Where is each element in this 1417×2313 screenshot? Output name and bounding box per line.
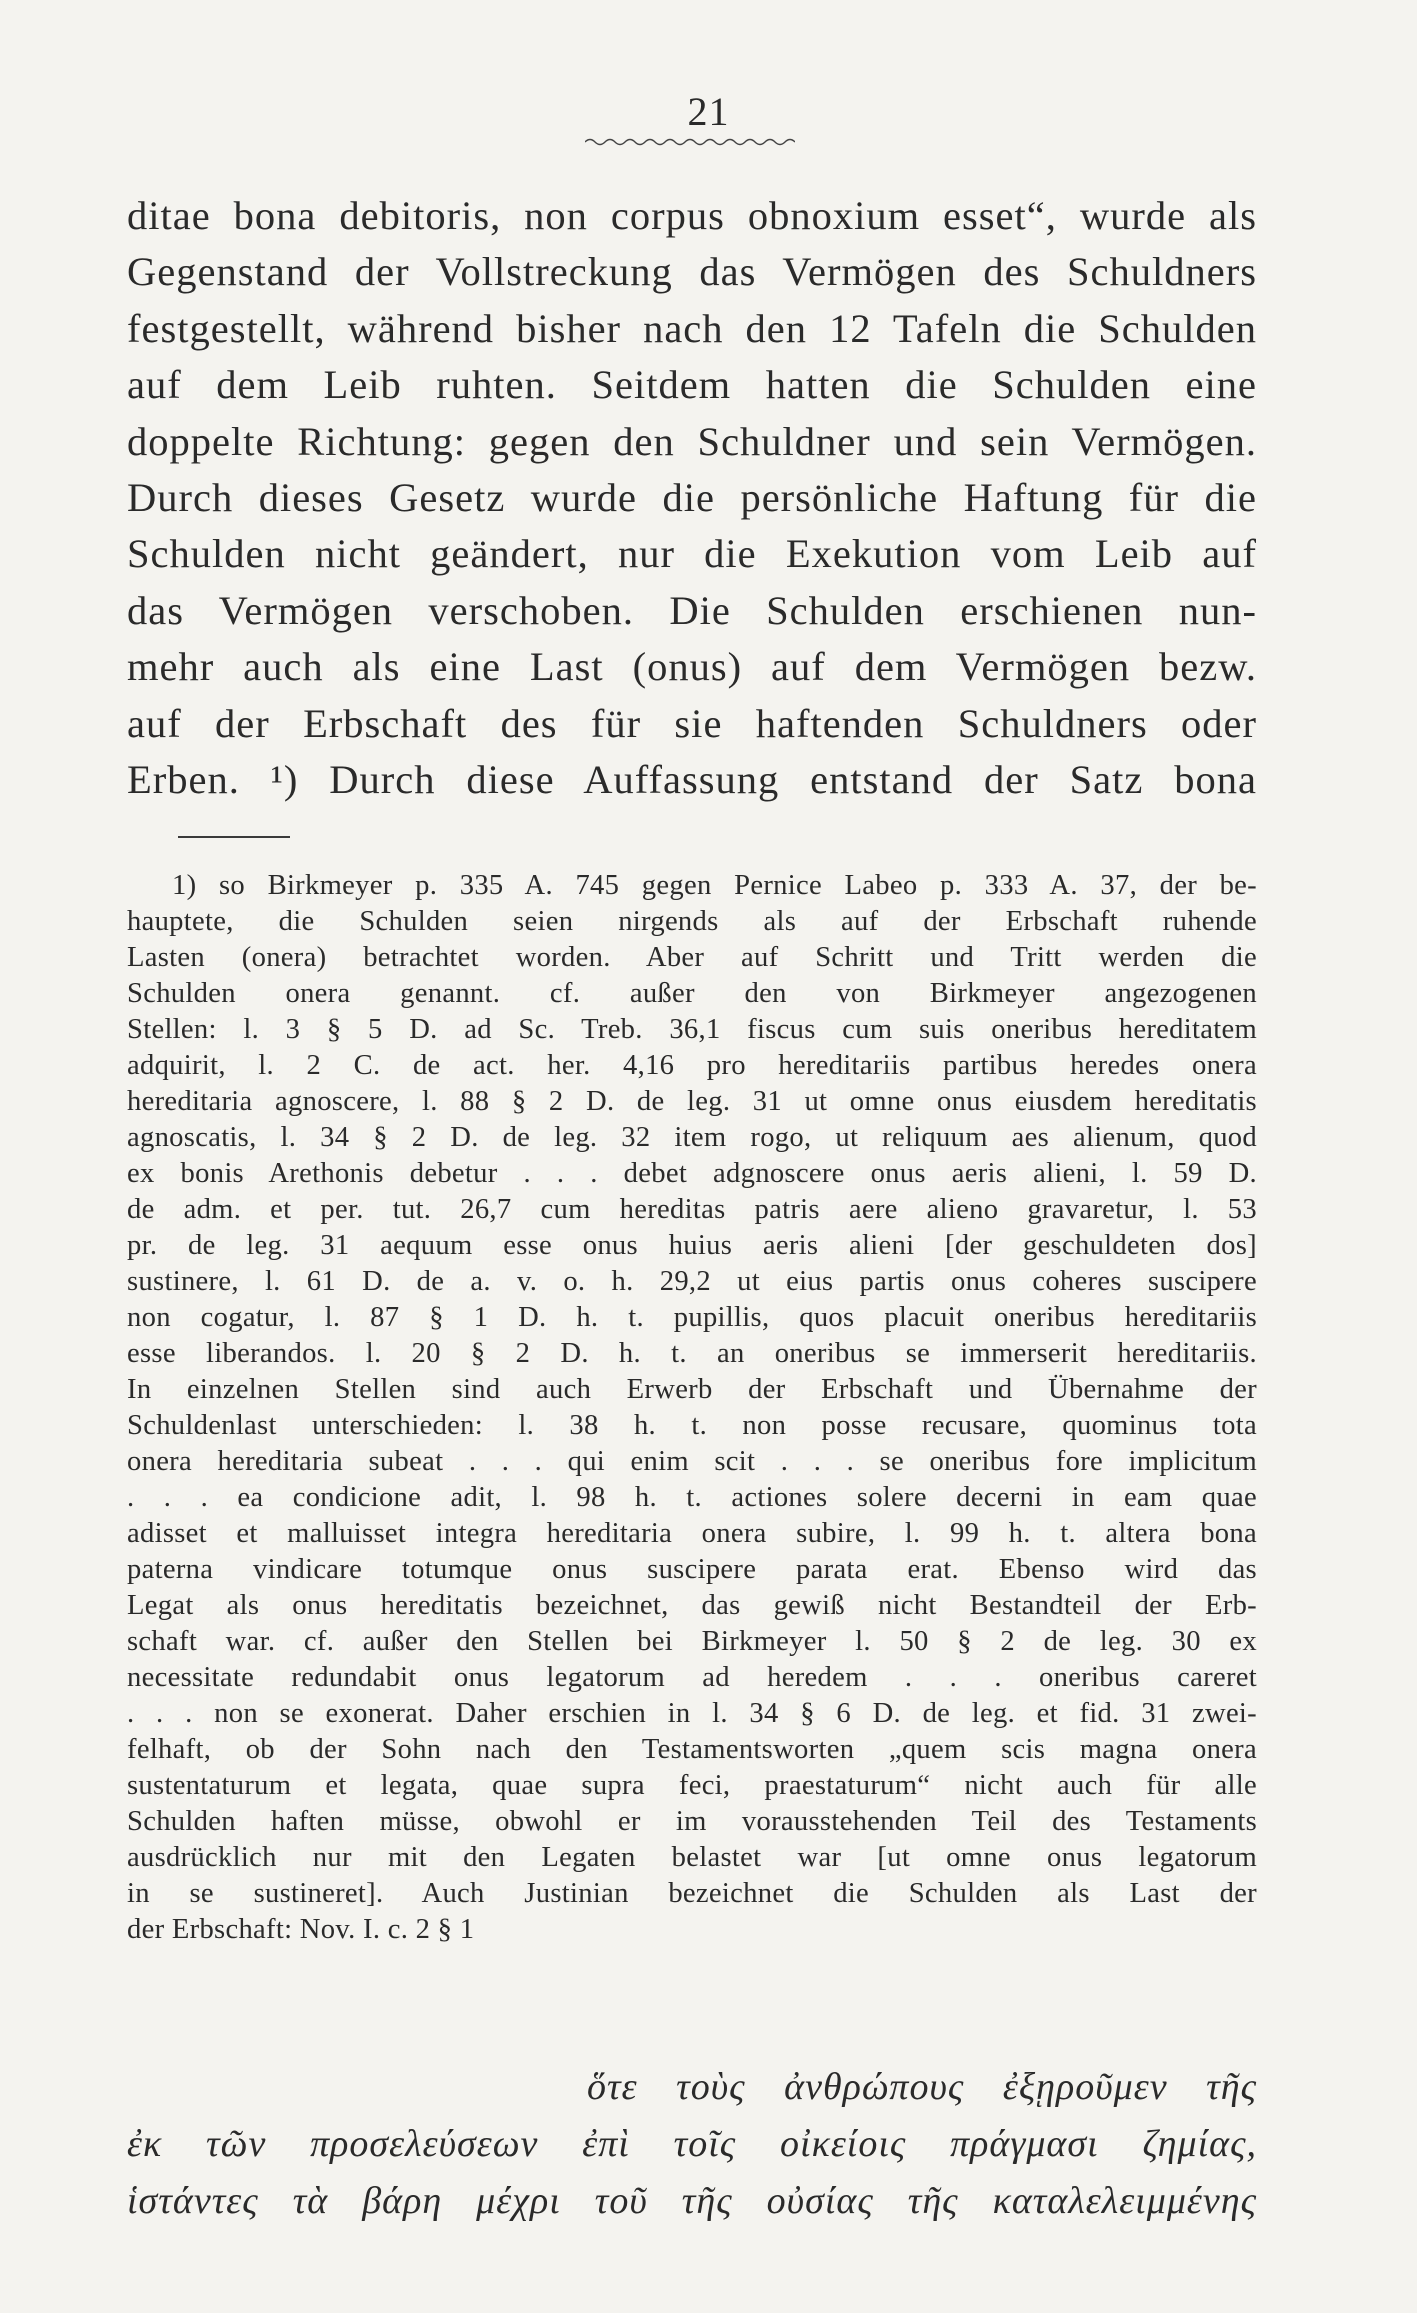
footnote-line: . . . ea condicione adit, l. 98 h. t. actiones solere decerni in eam quae	[127, 1482, 1257, 1513]
footnote-line: onera hereditaria subeat . . . qui enim scit . . . se oneribus fore implicitum	[127, 1446, 1257, 1477]
footnote-line: ex bonis Arethonis debetur . . . debet adgnoscere onus aeris alieni, l. 59 D.	[127, 1158, 1257, 1189]
footnote-line: necessitate redundabit onus legatorum ad heredem . . . oneribus careret	[127, 1662, 1257, 1693]
text-line: Schulden nicht geändert, nur die Exekution vom Leib auf	[127, 531, 1257, 577]
footnote-line: ausdrücklich nur mit den Legaten belastet war [ut omne onus legatorum	[127, 1842, 1257, 1873]
page-number-ornament	[585, 136, 795, 148]
main-text	[127, 188, 1257, 808]
footnote-line: Legat als onus hereditatis bezeichnet, das gewiß nicht Bestandteil der Erb-	[127, 1590, 1257, 1621]
text-line: Gegenstand der Vollstreckung das Vermögen des Schuldners	[127, 249, 1257, 295]
footnote-line: schaft war. cf. außer den Stellen bei Birkmeyer l. 50 § 2 de leg. 30 ex	[127, 1626, 1257, 1657]
text-line: doppelte Richtung: gegen den Schuldner und sein Vermögen.	[127, 418, 1257, 464]
page-number: 21	[687, 89, 730, 134]
footnote-line: paterna vindicare totumque onus suscipere parata erat. Ebenso wird das	[127, 1554, 1257, 1585]
text-line: Erben. ¹) Durch diese Auffassung entstand der Satz bona	[127, 756, 1257, 802]
footnote-line: Schulden onera genannt. cf. außer den von Birkmeyer angezogenen	[127, 978, 1257, 1009]
footnote-line: In einzelnen Stellen sind auch Erwerb der Erbschaft und Übernahme der	[127, 1374, 1257, 1405]
footnote-line: der Erbschaft: Nov. I. c. 2 § 1	[127, 1914, 475, 1945]
footnote-line: sustinere, l. 61 D. de a. v. o. h. 29,2 ut eius partis onus coheres suscipere	[127, 1266, 1257, 1297]
text-line: auf der Erbschaft des für sie haftenden Schuldners oder	[127, 700, 1257, 746]
footnote-line: sustentaturum et legata, quae supra feci, praestaturum“ nicht auch für alle	[127, 1770, 1257, 1801]
footnote-line: Schulden haften müsse, obwohl er im vorausstehenden Teil des Testaments	[127, 1806, 1257, 1837]
footnote-line: Lasten (onera) betrachtet worden. Aber auf Schritt und Tritt werden die	[127, 942, 1257, 973]
footnote-line: pr. de leg. 31 aequum esse onus huius aeris alieni [der geschuldeten dos]	[127, 1230, 1257, 1261]
footnote-line: adisset et malluisset integra hereditaria onera subire, l. 99 h. t. altera bona	[127, 1518, 1257, 1549]
footnote-line: . . . non se exonerat. Daher erschien in l. 34 § 6 D. de leg. et fid. 31 zwei-	[127, 1698, 1257, 1729]
text-line: auf dem Leib ruhten. Seitdem hatten die Schulden eine	[127, 362, 1257, 408]
greek-line: ἱστάντες τὰ βάρη μέχρι τοῦ τῆς οὐσίας τῆς καταλελειμμένης	[127, 2180, 1257, 2222]
footnote-line: esse liberandos. l. 20 § 2 D. h. t. an oneribus se immerserit hereditariis.	[127, 1338, 1257, 1369]
footnote-line: in se sustineret]. Auch Justinian bezeichnet die Schulden als Last der	[127, 1878, 1257, 1909]
footnote-line: agnoscatis, l. 34 § 2 D. de leg. 32 item rogo, ut reliquum aes alienum, quod	[127, 1122, 1257, 1153]
footnote-line: felhaft, ob der Sohn nach den Testamentsworten „quem scis magna onera	[127, 1734, 1257, 1765]
footnote-line: Schuldenlast unterschieden: l. 38 h. t. non posse recusare, quominus tota	[127, 1410, 1257, 1441]
greek-quotation	[127, 2059, 1257, 2230]
footnote-line: adquirit, l. 2 C. de act. her. 4,16 pro hereditariis partibus heredes onera	[127, 1050, 1257, 1081]
footnote-divider	[178, 836, 290, 838]
footnote-line: non cogatur, l. 87 § 1 D. h. t. pupillis, quos placuit oneribus hereditariis	[127, 1302, 1257, 1333]
greek-line: ἐκ τῶν προσελεύσεων ἐπὶ τοῖς οἰκείοις πράγμασι ζημίας,	[127, 2123, 1257, 2165]
greek-line: ὅτε τοὺς ἀνθρώπους ἐξῃροῦμεν τῆς	[587, 2066, 1257, 2108]
text-line: mehr auch als eine Last (onus) auf dem Vermögen bezw.	[127, 644, 1257, 690]
footnote-line: hauptete, die Schulden seien nirgends als auf der Erbschaft ruhende	[127, 906, 1257, 937]
footnote-line: de adm. et per. tut. 26,7 cum hereditas patris aere alieno gravaretur, l. 53	[127, 1194, 1257, 1225]
text-line: festgestellt, während bisher nach den 12 Tafeln die Schulden	[127, 305, 1257, 351]
text-line: ditae bona debitoris, non corpus obnoxium esset“, wurde als	[127, 193, 1257, 238]
footnote-line: 1) so Birkmeyer p. 335 A. 745 gegen Pernice Labeo p. 333 A. 37, der be-	[172, 870, 1257, 901]
footnote-line: Stellen: l. 3 § 5 D. ad Sc. Treb. 36,1 fiscus cum suis oneribus hereditatem	[127, 1014, 1257, 1045]
footnote-block	[127, 868, 1257, 1948]
footnote-line: hereditaria agnoscere, l. 88 § 2 D. de leg. 31 ut omne onus eiusdem hereditatis	[127, 1086, 1257, 1117]
text-line: Durch dieses Gesetz wurde die persönliche Haftung für die	[127, 474, 1257, 520]
text-line: das Vermögen verschoben. Die Schulden erschienen nun-	[127, 587, 1257, 633]
